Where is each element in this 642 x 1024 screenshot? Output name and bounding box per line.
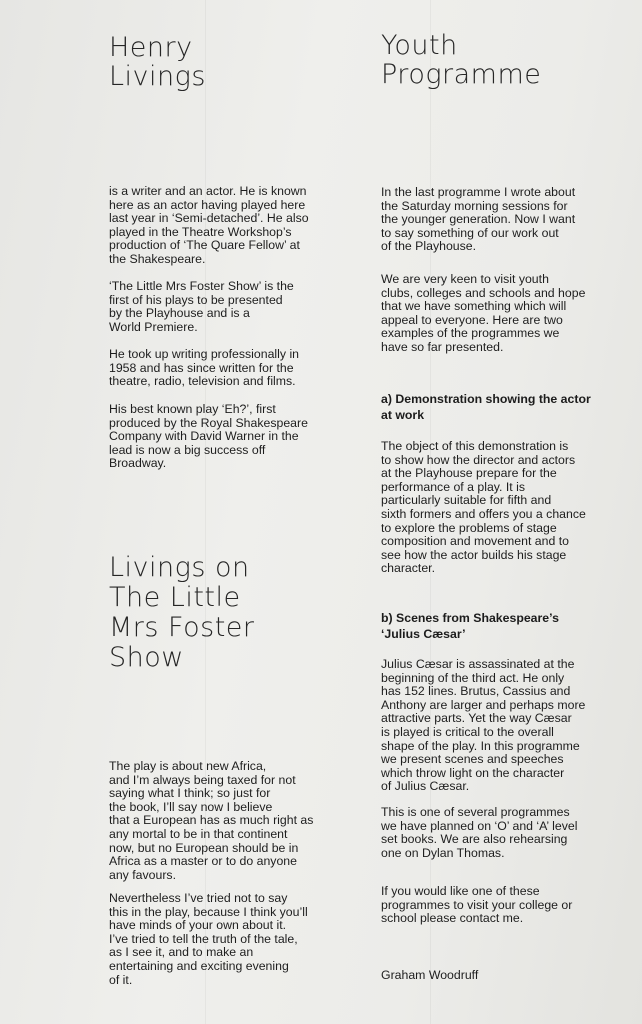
section-b-text-1: Julius Cæsar is assassinated at the beginning of the third act. He only has 152 lines. Brutus, Cassius and Anthony are larger and perhaps more attractive parts. Yet the way Cæsar is played is critical to the overall shape of the play. In this programme we present scenes and speeches which throw light on the character of Julius Cæsar. bbox=[381, 657, 586, 794]
signature: Graham Woodruff bbox=[381, 968, 479, 982]
section-a-text: The object of this demonstration is to show how the director and actors at the Playhouse prepare for the performance of a play. It is particularly suitable for fifth and sixth formers and offers you a chance to explore the problems of stage composition and movement and to see how the actor builds his stage character. bbox=[381, 439, 586, 576]
henry-livings-heading: Henry Livings bbox=[109, 32, 206, 92]
livings-on-show-heading: Livings on The Little Mrs Foster Show bbox=[109, 552, 255, 673]
intro-paragraph-1: In the last programme I wrote about the Saturday morning sessions for the younger generation. Now I want to say something of our work out of the Playhouse. bbox=[381, 185, 576, 254]
statement-paragraph-2: Nevertheless I’ve tried not to say this in the play, because I think you’ll have minds of your own about it. I’ve tried to tell the truth of the tale, as I see it, and to make an entertaining and exciting evening of it. bbox=[109, 891, 308, 987]
bio-paragraph-4: His best known play ‘Eh?’, first produced by the Royal Shakespeare Company with David Warner in the lead is now a big success off Broadway. bbox=[109, 402, 308, 471]
section-a-title: a) Demonstration showing the actor at work bbox=[381, 392, 591, 422]
intro-paragraph-2: We are very keen to visit youth clubs, colleges and schools and hope that we have something which will appeal to everyone. Here are two examples of the programmes we have so far presented. bbox=[381, 272, 586, 354]
section-b-text-2: This is one of several programmes we have planned on ‘O’ and ‘A’ level set books. We are also rehearsing one on Dylan Thomas. bbox=[381, 805, 578, 860]
bio-paragraph-1: is a writer and an actor. He is known here as an actor having played here last year in ‘Semi-detached’. He also played in the Theatre Workshop’s production of ‘The Quare Fellow’ at the Shakespeare. bbox=[109, 184, 309, 266]
statement-paragraph-1: The play is about new Africa, and I’m always being taxed for not saying what I think; so just for the book, I’ll say now I believe that a European has as much right as any mortal to be in that continent now, but no European should be in Africa as a master or to do anyone any favours. bbox=[109, 759, 314, 882]
bio-paragraph-2: ‘The Little Mrs Foster Show’ is the first of his plays to be presented by the Playhouse and is a World Premiere. bbox=[109, 279, 294, 334]
closing-paragraph: If you would like one of these programmes to visit your college or school please contact me. bbox=[381, 884, 573, 926]
youth-programme-heading: Youth Programme bbox=[381, 30, 542, 90]
section-b-title: b) Scenes from Shakespeare’s ‘Julius Cæsar’ bbox=[381, 611, 559, 641]
bio-paragraph-3: He took up writing professionally in 1958 and has since written for the theatre, radio, television and films. bbox=[109, 347, 300, 389]
